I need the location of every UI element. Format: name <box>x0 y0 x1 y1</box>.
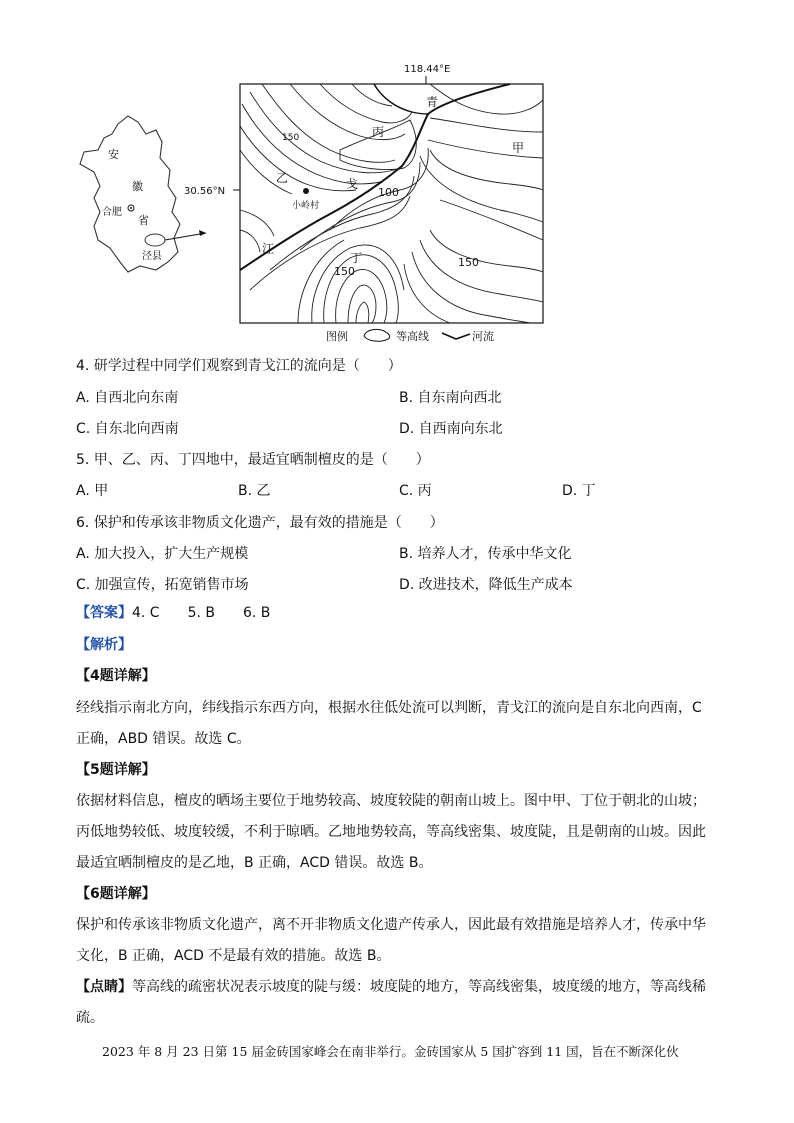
hefei-label: 合肥 <box>102 207 122 218</box>
detail6-line1: 保护和传承该非物质文化遗产，离不开非物质文化遗产传承人，因此最有效措施是培养人才，传承中华 <box>76 917 706 933</box>
detail6-line2: 文化，B 正确，ACD 不是最有效的措施。故选 B。 <box>76 948 391 964</box>
q6-option-b: B. 培养人才，传承中华文化 <box>399 546 572 562</box>
map-frame <box>240 84 543 323</box>
detail5-line2: 丙低地势较低、坡度较缓，不利于晾晒。乙地地势较高，等高线密集、坡度陡，且是朝南的山坡。因此 <box>76 824 706 840</box>
q5-option-a: A. 甲 <box>76 483 109 499</box>
answer-label: 【答案】 <box>76 605 132 621</box>
village-marker <box>303 188 309 194</box>
detail4-line1: 经线指示南北方向，纬线指示东西方向，根据水往低处流可以判断，青戈江的流向是自东北向西南，C <box>76 700 702 716</box>
footer-text: 2023 年 8 月 23 日第 15 届金砖国家峰会在南非举行。金砖国家从 5 国扩容到 11 国，旨在不断深化伙 <box>102 1044 679 1059</box>
q4-option-b: B. 自东南向西北 <box>399 390 502 406</box>
q5-option-d: D. 丁 <box>562 483 596 499</box>
map-char-jiang: 江 <box>262 242 275 256</box>
q6-option-d: D. 改进技术，降低生产成本 <box>399 577 573 593</box>
detail4-line2: 正确，ABD 错误。故选 C。 <box>76 731 251 747</box>
map-char-ding: 丁 <box>350 251 363 265</box>
map-figure <box>0 0 794 350</box>
tip-label: 【点睛】 <box>76 979 132 995</box>
legend-river-symbol <box>442 333 470 339</box>
village-label: 小岭村 <box>292 201 320 211</box>
answer-text: 4. C 5. B 6. B <box>132 605 271 621</box>
anhui-outline <box>80 116 180 272</box>
tip-line1 <box>76 976 706 998</box>
map-char-yi: 乙 <box>276 171 289 185</box>
anhui-char-sheng: 省 <box>138 214 149 227</box>
contour-label-150-s: 150 <box>334 265 355 278</box>
q6-option-c: C. 加强宣传，拓宽销售市场 <box>76 577 249 593</box>
detail5-line1: 依据材料信息，檀皮的晒场主要位于地势较高、坡度较陡的朝南山坡上。图中甲、丁位于朝北的山坡； <box>76 793 706 809</box>
map-char-ge: 戈 <box>346 177 359 191</box>
contour-label-150-se: 150 <box>458 256 479 269</box>
q4-option-a: A. 自西北向东南 <box>76 390 179 406</box>
detail5-line3: 最适宜晒制檀皮的是乙地，B 正确，ACD 错误。故选 B。 <box>76 855 433 871</box>
q5-option-c: C. 丙 <box>399 483 432 499</box>
anhui-char-an: 安 <box>108 148 119 161</box>
legend-contour-label: 等高线 <box>396 330 429 343</box>
tip-line2: 疏。 <box>76 1010 104 1026</box>
map-char-bing: 丙 <box>372 125 385 139</box>
detail6-heading: 【6题详解】 <box>76 886 156 902</box>
river-tributary <box>374 84 428 114</box>
contour-label-100: 100 <box>378 186 399 199</box>
anhui-char-hui: 徽 <box>132 180 143 193</box>
latitude-label: 30.56°N <box>184 186 226 197</box>
q6-stem: 6. 保护和传承该非物质文化遗产，最有效的措施是（ ） <box>76 515 444 531</box>
q5-option-b: B. 乙 <box>238 483 271 499</box>
tip-text: 等高线的疏密状况表示坡度的陡与缓：坡度陡的地方，等高线密集，坡度缓的地方，等高线稀 <box>132 979 706 995</box>
legend-river-label: 河流 <box>472 330 494 343</box>
q4-stem: 4. 研学过程中同学们观察到青戈江的流向是（ ） <box>76 358 402 374</box>
legend-contour-symbol <box>364 329 390 341</box>
q6-option-a: A. 加大投入，扩大生产规模 <box>76 546 249 562</box>
q4-option-c: C. 自东北向西南 <box>76 421 179 437</box>
jingxian-label: 泾县 <box>142 251 162 262</box>
jingxian-outline <box>145 234 165 246</box>
contour-lines <box>240 84 543 323</box>
detail4-heading: 【4题详解】 <box>76 668 156 684</box>
analysis-label: 【解析】 <box>76 637 132 653</box>
detail5-heading: 【5题详解】 <box>76 762 156 778</box>
map-char-jia: 甲 <box>512 141 525 155</box>
contour-label-150-nw: 150 <box>282 133 300 143</box>
q4-option-d: D. 自西南向东北 <box>399 421 503 437</box>
longitude-label: 118.44°E <box>404 64 451 75</box>
legend-title: 图例 <box>326 330 348 343</box>
q5-stem: 5. 甲、乙、丙、丁四地中，最适宜晒制檀皮的是（ ） <box>76 452 430 468</box>
map-char-qing: 青 <box>426 95 439 109</box>
answer-line <box>76 602 270 624</box>
